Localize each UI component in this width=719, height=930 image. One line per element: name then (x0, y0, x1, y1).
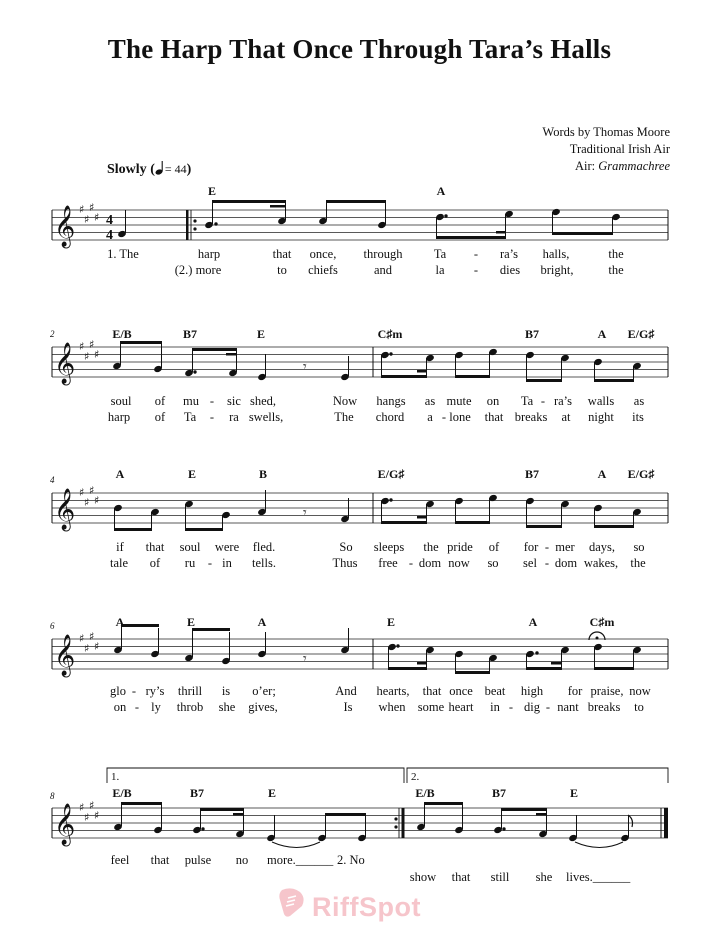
lyric-syllable: bright, (540, 263, 574, 277)
lyric-syllable: of (154, 410, 166, 424)
svg-text:♯: ♯ (89, 630, 95, 643)
svg-text:♯: ♯ (79, 801, 85, 814)
svg-text:4: 4 (106, 228, 113, 243)
measure-number: 6 (50, 621, 55, 631)
stems-beams (115, 202, 634, 837)
lyric-hyphen: - (134, 700, 140, 714)
lyric-syllable: once, (309, 247, 337, 261)
svg-text:♯: ♯ (94, 809, 100, 822)
chord-symbol: E/G♯ (627, 327, 655, 341)
lyric-syllable: show (409, 870, 437, 884)
lyric-syllable: ra’s (499, 247, 519, 261)
lyric-syllable: sel (523, 556, 537, 570)
chord-symbol: B7 (524, 327, 540, 341)
svg-text:♯: ♯ (94, 348, 100, 361)
lyric-syllable: halls, (542, 247, 570, 261)
lyric-hyphen: - (209, 394, 215, 408)
svg-text:𝄞: 𝄞 (54, 489, 76, 530)
svg-text:♯: ♯ (84, 811, 90, 824)
lyric-syllable: to (277, 263, 287, 277)
lyric-syllable: ru (184, 556, 196, 570)
lyric-syllable: hangs (376, 394, 406, 408)
music-credit: Traditional Irish Air (569, 142, 670, 156)
lyric-syllable: walls (587, 394, 615, 408)
lyric-syllable: days, (588, 540, 616, 554)
lyric-syllable: dig (524, 700, 540, 714)
lyric-syllable: that (145, 540, 165, 554)
lyric-syllable: the (423, 540, 439, 554)
lyric-syllable: no (235, 853, 249, 867)
words-credit: Words by Thomas Moore (542, 125, 670, 139)
lyric-syllable: pulse (184, 853, 212, 867)
lyric-hyphen: - (545, 700, 551, 714)
barlines (52, 210, 668, 838)
lyric-syllable: when (378, 700, 406, 714)
lyric-syllable: were (214, 540, 240, 554)
lyric-syllable: throb (176, 700, 204, 714)
first-ending-label: 1. (111, 771, 120, 783)
lyric-syllable: tells. (252, 556, 276, 570)
riffspot-logo-icon (276, 886, 308, 918)
chord-symbol: E (186, 615, 196, 629)
chord-symbol: B7 (189, 786, 205, 800)
lyric-syllable: breaks (514, 410, 548, 424)
lyric-syllable: as (633, 394, 645, 408)
lyric-syllable: pride (447, 540, 473, 554)
svg-text:♯: ♯ (79, 486, 85, 499)
svg-text:♯: ♯ (84, 496, 90, 509)
lyric-syllable: to (634, 700, 644, 714)
lyric-syllable: for (523, 540, 539, 554)
lyric-syllable: ra’s (553, 394, 573, 408)
chord-symbol: E/B (112, 786, 132, 800)
lyric-syllable: harp (197, 247, 221, 261)
chord-symbol: E/G♯ (627, 467, 655, 481)
lyric-syllable: a (427, 410, 433, 424)
lyric-syllable: she (218, 700, 236, 714)
svg-text:♯: ♯ (84, 350, 90, 363)
lyric-syllable: la (435, 263, 445, 277)
lyric-syllable: Thus (332, 556, 358, 570)
lyric-syllable: free (378, 556, 398, 570)
measure-number: 4 (50, 475, 55, 485)
svg-text:𝄾: 𝄾 (303, 359, 307, 375)
chord-symbol: A (436, 184, 446, 198)
lyric-syllable: tale (109, 556, 129, 570)
lyric-syllable: now (448, 556, 470, 570)
lyric-syllable: Ta (520, 394, 534, 408)
lyric-syllable: thrill (177, 684, 203, 698)
noteheads (109, 208, 645, 842)
air-name: Grammachree (598, 159, 670, 173)
chord-symbol: C♯m (589, 615, 615, 629)
lyric-syllable: and (373, 263, 393, 277)
svg-text:♯: ♯ (79, 632, 85, 645)
lyric-syllable: shed, (249, 394, 277, 408)
lyric-syllable: in (490, 700, 500, 714)
lyric-hyphen: - (540, 394, 546, 408)
svg-text:♯: ♯ (84, 642, 90, 655)
lyric-syllable: sleeps (373, 540, 405, 554)
lyric-syllable: once (449, 684, 473, 698)
lyric-syllable: o’er; (252, 684, 276, 698)
chord-symbol: A (597, 467, 607, 481)
tempo-word: Slowly (107, 162, 147, 177)
chord-symbol: A (528, 615, 538, 629)
lyric-syllable: nant (557, 700, 579, 714)
lyric-syllable: the (630, 556, 646, 570)
svg-text:𝄾: 𝄾 (303, 505, 307, 521)
lyric-syllable: of (154, 394, 166, 408)
clefs-keys (54, 201, 113, 846)
svg-text:♯: ♯ (94, 640, 100, 653)
lyric-syllable: heart (448, 700, 474, 714)
lyric-syllable: mute (446, 394, 472, 408)
lyric-syllable: so (633, 540, 645, 554)
lyric-syllable: beat (484, 684, 506, 698)
lyric-syllable: on (486, 394, 500, 408)
dots-rests-ties (194, 215, 623, 848)
chord-symbol: E/G♯ (377, 467, 405, 481)
lyric-syllable: she (535, 870, 553, 884)
lyric-hyphen: - (544, 556, 550, 570)
lyric-syllable: Ta (183, 410, 197, 424)
lyric-hyphen: - (473, 247, 479, 261)
lyric-syllable: that (451, 870, 471, 884)
svg-text:♯: ♯ (94, 494, 100, 507)
lyric-syllable: the (608, 247, 624, 261)
svg-text:♯: ♯ (89, 484, 95, 497)
chord-symbol: B7 (524, 467, 540, 481)
lyric-hyphen: - (207, 556, 213, 570)
chord-symbol: A (115, 467, 125, 481)
chord-symbol: E (569, 786, 579, 800)
tempo-marking: Slowly ( = 44) (107, 162, 192, 177)
lyric-syllable: soul (110, 394, 132, 408)
lyric-syllable: some (417, 700, 445, 714)
svg-text:4: 4 (106, 213, 113, 228)
lyric-syllable: breaks (587, 700, 621, 714)
lyric-syllable: ly (151, 700, 161, 714)
lyric-syllable: lone (449, 410, 471, 424)
lyric-syllable: if (116, 540, 124, 554)
lyric-syllable: hearts, (376, 684, 410, 698)
volta-brackets (107, 768, 668, 783)
lyric-syllable: dies (499, 263, 521, 277)
lyric-hyphen: - (508, 700, 514, 714)
lyric-syllable: that (150, 853, 170, 867)
lyric-syllable: sic (227, 394, 241, 408)
svg-text:♯: ♯ (79, 203, 85, 216)
svg-text:♯: ♯ (89, 799, 95, 812)
lyric-syllable: (2.) more (174, 263, 222, 277)
lyric-syllable: Now (332, 394, 358, 408)
chord-symbol: E (207, 184, 217, 198)
chord-symbol: E (386, 615, 396, 629)
measure-number: 2 (50, 329, 55, 339)
svg-text:♯: ♯ (79, 340, 85, 353)
svg-text:𝄞: 𝄞 (54, 206, 76, 247)
lyric-syllable: for (567, 684, 583, 698)
lyric-syllable: on (113, 700, 127, 714)
svg-text:𝄞: 𝄞 (54, 804, 76, 845)
lyric-syllable: dom (554, 556, 578, 570)
svg-text:𝄞: 𝄞 (54, 635, 76, 676)
lyric-syllable: night (588, 410, 614, 424)
lyric-syllable: is (221, 684, 231, 698)
chord-symbol: E (267, 786, 277, 800)
second-ending-label: 2. (411, 771, 420, 783)
lyric-syllable: that (422, 684, 442, 698)
lyric-syllable: swells, (248, 410, 284, 424)
svg-text:♯: ♯ (89, 338, 95, 351)
lyric-syllable: feel (110, 853, 130, 867)
lyric-syllable: wakes, (583, 556, 619, 570)
lyric-syllable: praise, (590, 684, 624, 698)
chord-symbol: E (187, 467, 197, 481)
svg-text:♯: ♯ (94, 211, 100, 224)
chord-symbol: E/B (112, 327, 132, 341)
lyric-hyphen: - (408, 556, 414, 570)
chord-symbol: E/B (415, 786, 435, 800)
chord-symbol: B (258, 467, 268, 481)
beams (114, 200, 634, 827)
lyric-syllable: glo (110, 684, 126, 698)
lyric-hyphen: - (544, 540, 550, 554)
lyric-syllable: the (608, 263, 624, 277)
lyric-hyphen: - (473, 263, 479, 277)
lyric-syllable: dom (418, 556, 442, 570)
lyric-hyphen: - (209, 410, 215, 424)
lyric-syllable: ry’s (145, 684, 165, 698)
svg-text:𝄞: 𝄞 (54, 343, 76, 384)
lyric-syllable: that (484, 410, 504, 424)
lyric-syllable: chiefs (308, 263, 338, 277)
lyric-syllable: of (149, 556, 161, 570)
lyric-syllable: chord (375, 410, 405, 424)
svg-text:𝄾: 𝄾 (303, 651, 307, 667)
lyric-syllable: in (222, 556, 232, 570)
lyric-syllable: now (629, 684, 651, 698)
chord-symbol: B7 (182, 327, 198, 341)
lyric-syllable: mu (183, 394, 199, 408)
chord-symbol: A (597, 327, 607, 341)
tempo-value: = 44 (164, 162, 187, 176)
chord-symbol: C♯m (377, 327, 403, 341)
chord-symbol: A (257, 615, 267, 629)
lyric-syllable: ra (229, 410, 239, 424)
air-credit: Air: Grammachree (574, 159, 670, 173)
chord-symbol: E (256, 327, 266, 341)
chord-symbol: B7 (491, 786, 507, 800)
lyric-syllable: Is (343, 700, 353, 714)
chord-symbol: A (115, 615, 125, 629)
lyric-syllable: gives, (248, 700, 278, 714)
svg-text:♯: ♯ (84, 213, 90, 226)
lyric-syllable: And (335, 684, 357, 698)
lyric-hyphen: - (131, 684, 137, 698)
song-title: The Harp That Once Through Tara’s Halls (107, 34, 612, 64)
lyric-syllable: still (490, 870, 510, 884)
lyric-syllable: that (272, 247, 292, 261)
measure-number: 8 (50, 791, 55, 801)
lyric-syllable: harp (107, 410, 131, 424)
lyric-syllable: 2. No (337, 853, 365, 867)
lyric-hyphen: - (441, 410, 447, 424)
lyric-syllable: so (487, 556, 499, 570)
riffspot-logo-text: RiffSpot (312, 892, 421, 922)
lyric-syllable: lives.______ (566, 870, 631, 884)
lyric-syllable: The (334, 410, 354, 424)
lyric-syllable: through (363, 247, 403, 261)
lyric-syllable: 1. The (107, 247, 139, 261)
lyric-syllable: more.______ (267, 853, 334, 867)
lyric-syllable: soul (179, 540, 201, 554)
lyric-syllable: its (632, 410, 644, 424)
lyric-syllable: Ta (433, 247, 447, 261)
lyric-syllable: at (561, 410, 571, 424)
lyric-syllable: of (488, 540, 500, 554)
lyric-syllable: fled. (252, 540, 276, 554)
staff-lines (52, 210, 668, 838)
lyric-syllable: So (339, 540, 353, 554)
lyric-syllable: mer (555, 540, 575, 554)
lyric-syllable: as (424, 394, 436, 408)
svg-text:♯: ♯ (89, 201, 95, 214)
lyric-syllable: high (520, 684, 544, 698)
